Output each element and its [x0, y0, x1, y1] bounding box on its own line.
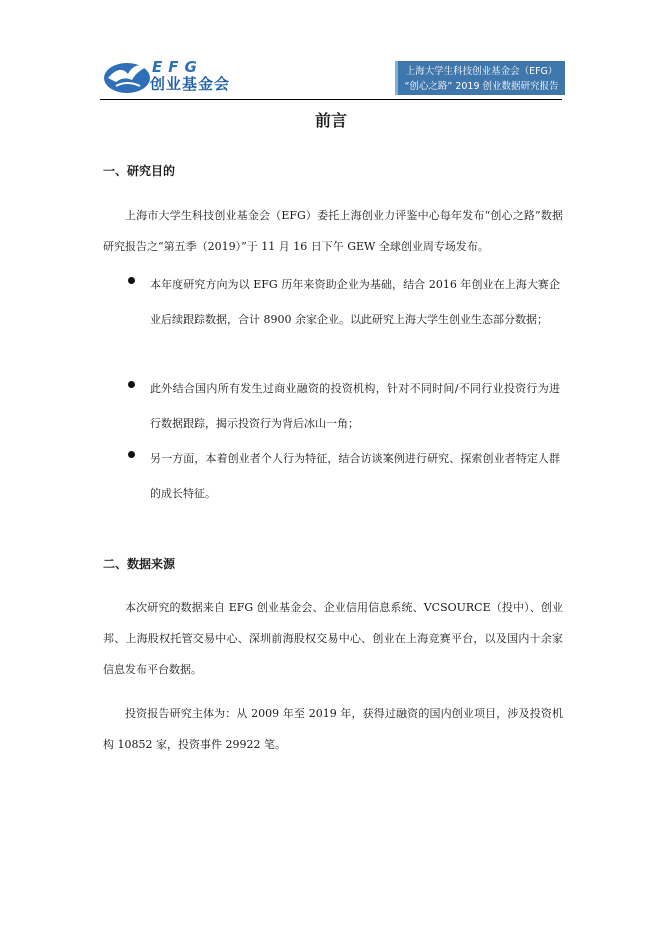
report-title-line2: “创心之路” 2019 创业数据研究报告: [404, 81, 559, 92]
report-title-box: [395, 61, 565, 95]
bird-logo-icon: [102, 56, 152, 96]
section1-intro: 上海市大学生科技创业基金会（EFG）委托上海创业力评鉴中心每年发布“创心之路”数据研究报告之“第五季（2019）”于 11 月 16 日下午 GEW 全球创业周专场发布。: [103, 209, 563, 253]
section2-para1: 本次研究的数据来自 EFG 创业基金会、企业信用信息系统、VCSOURCE（投中）、创业邦、上海股权托管交易中心、深圳前海股权交易中心、创业在上海竞赛平台，以及国内十余家信息发布平台数据。: [103, 601, 563, 676]
logo-en-text: EFG: [152, 58, 203, 76]
header-divider: [100, 99, 562, 100]
bullet-icon: [128, 277, 135, 284]
page-header: [100, 54, 562, 100]
efg-logo: [102, 56, 252, 96]
bullet-text: 此外结合国内所有发生过商业融资的投资机构，针对不同时间/不同行业投资行为进行数据跟踪，揭示投资行为背后冰山一角；: [150, 382, 560, 430]
logo-cn-text: 创业基金会: [150, 75, 231, 93]
section1-heading: 一、研究目的: [103, 164, 176, 178]
report-title-line1: 上海大学生科技创业基金会（EFG）: [405, 66, 558, 77]
section2-para2: 投资报告研究主体为：从 2009 年至 2019 年，获得过融资的国内创业项目，涉及投资机构 10852 家，投资事件 29922 笔。: [103, 707, 563, 751]
bullet-text: 本年度研究方向为以 EFG 历年来资助企业为基础，结合 2016 年创业在上海大赛企业后续跟踪数据，合计 8900 余家企业。以此研究上海大学生创业生态部分数据；: [150, 278, 560, 326]
section2-heading: 二、数据来源: [103, 557, 176, 571]
page-title: 前言: [314, 111, 347, 130]
bullet-icon: [128, 451, 135, 458]
bullet-icon: [128, 381, 135, 388]
bullet-text: 另一方面，本着创业者个人行为特征，结合访谈案例进行研究、探索创业者特定人群的成长特征。: [150, 452, 560, 500]
